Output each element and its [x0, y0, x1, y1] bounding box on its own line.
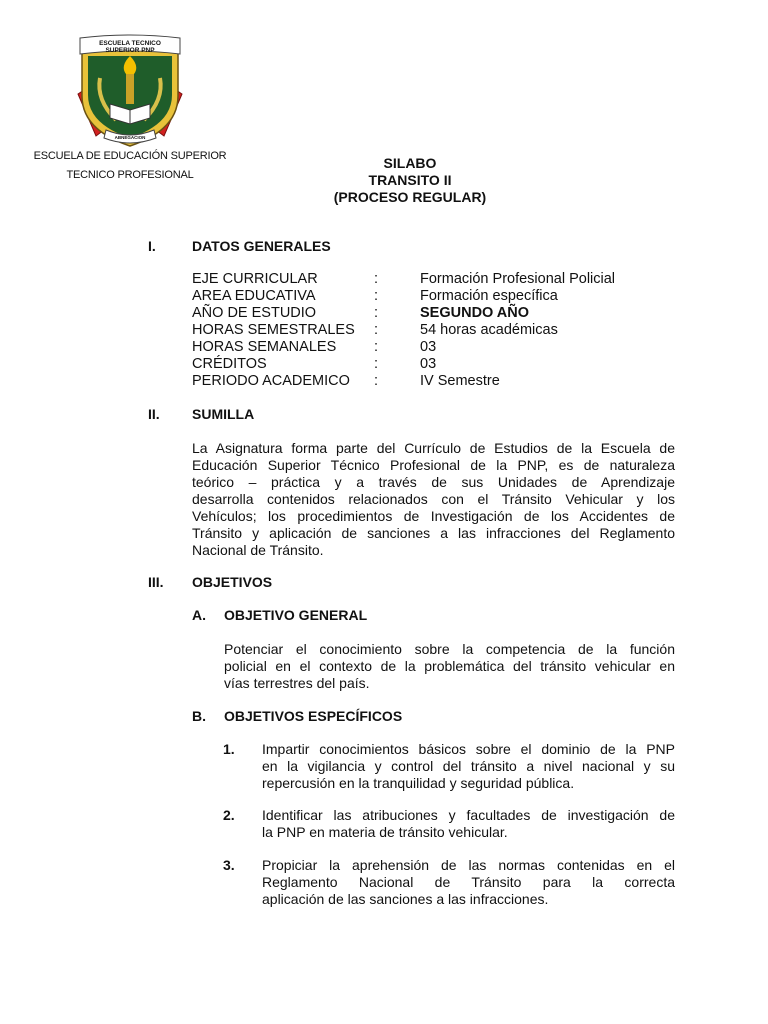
specific-objective [262, 741, 675, 792]
school-name-line1: ESCUELA DE EDUCACIÓN SUPERIOR [33, 150, 227, 162]
data-value: IV Semestre [420, 373, 500, 389]
data-value: 54 horas académicas [420, 322, 558, 338]
paragraph-line: Educación Superior Técnico Profesional de la PNP, es de naturaleza [192, 457, 675, 473]
paragraph-line: repercusión en la tranquilidad y seguridad pública. [262, 775, 575, 791]
specific-objective [262, 857, 675, 908]
data-colon: : [374, 373, 379, 389]
data-value: 03 [420, 356, 437, 372]
general-objective-paragraph [224, 641, 675, 692]
data-value: SEGUNDO AÑO [420, 305, 530, 321]
data-row [192, 305, 672, 322]
subsection-heading: OBJETIVO GENERAL [224, 607, 368, 623]
data-key: EJE CURRICULAR [192, 271, 318, 287]
paragraph-line: Vehículos; los procedimientos de Investigación de los Accidentes de [192, 508, 675, 524]
data-colon: : [374, 339, 379, 355]
paragraph-line: policial en el contexto de la problemática del tránsito vehicular en [224, 658, 675, 674]
data-row [192, 339, 672, 356]
section-number: I. [148, 238, 156, 254]
section-number: II. [148, 406, 160, 422]
data-value: 03 [420, 339, 437, 355]
paragraph-line: en la vigilancia y control del tránsito a nivel nacional y su [262, 758, 675, 774]
data-row [192, 373, 672, 390]
section-number: III. [148, 574, 164, 590]
data-row [192, 356, 672, 373]
paragraph-line: desarrolla contenidos relacionados con el Tránsito Vehicular y los [192, 491, 675, 507]
data-key: AREA EDUCATIVA [192, 288, 316, 304]
data-colon: : [374, 305, 379, 321]
specific-objective [262, 807, 675, 841]
data-value: Formación Profesional Policial [420, 271, 616, 287]
data-row [192, 322, 672, 339]
section-heading: OBJETIVOS [192, 574, 273, 590]
emblem-ribbon-text: ABNEGACION [114, 135, 146, 140]
paragraph-line: Impartir conocimientos básicos sobre el dominio de la PNP [262, 741, 675, 757]
paragraph-line: aplicación de las sanciones a las infracciones. [262, 891, 549, 907]
objective-number: 2. [223, 807, 235, 823]
data-key: HORAS SEMESTRALES [192, 322, 355, 338]
data-colon: : [374, 271, 379, 287]
data-key: AÑO DE ESTUDIO [192, 305, 317, 321]
subsection-letter: B. [192, 708, 206, 724]
paragraph-line: Identificar las atribuciones y facultades de investigación de [262, 807, 675, 823]
subsection-letter: A. [192, 607, 206, 623]
data-key: HORAS SEMANALES [192, 339, 337, 355]
course-title: TRANSITO II [368, 172, 452, 188]
data-colon: : [374, 356, 379, 372]
data-colon: : [374, 288, 379, 304]
emblem-banner-text: ESCUELA TECNICO SUPERIOR PNP [99, 40, 161, 54]
paragraph-line: Reglamento Nacional de Tránsito para la correcta [262, 874, 675, 890]
subsection-heading: OBJETIVOS ESPECÍFICOS [224, 708, 403, 724]
paragraph-line: Nacional de Tránsito. [192, 542, 324, 558]
school-emblem-logo [76, 34, 184, 150]
paragraph-line: Propiciar la aprehensión de las normas contenidas en el [262, 857, 675, 873]
paragraph-line: Potenciar el conocimiento sobre la competencia de la función [224, 641, 675, 657]
paragraph-line: teórico – práctica y a través de sus Unidades de Aprendizaje [192, 474, 675, 490]
section-heading: SUMILLA [192, 406, 255, 422]
paragraph-line: La Asignatura forma parte del Currículo de Estudios de la Escuela de [192, 440, 675, 456]
document-title: SILABO [383, 155, 437, 171]
paragraph-line: Tránsito y aplicación de sanciones a las infracciones del Reglamento [192, 525, 675, 541]
data-colon: : [374, 322, 379, 338]
process-title: (PROCESO REGULAR) [333, 189, 487, 205]
data-key: PERIODO ACADEMICO [192, 373, 350, 389]
school-name-line2: TECNICO PROFESIONAL [66, 169, 194, 181]
objective-number: 3. [223, 857, 235, 873]
data-row [192, 271, 672, 288]
data-value: Formación específica [420, 288, 558, 304]
paragraph-line: vías terrestres del país. [224, 675, 370, 691]
data-row [192, 288, 672, 305]
summary-paragraph [192, 440, 675, 559]
section-heading: DATOS GENERALES [192, 238, 331, 254]
objective-number: 1. [223, 741, 235, 757]
paragraph-line: la PNP en materia de tránsito vehicular. [262, 824, 508, 840]
data-key: CRÉDITOS [192, 356, 267, 372]
